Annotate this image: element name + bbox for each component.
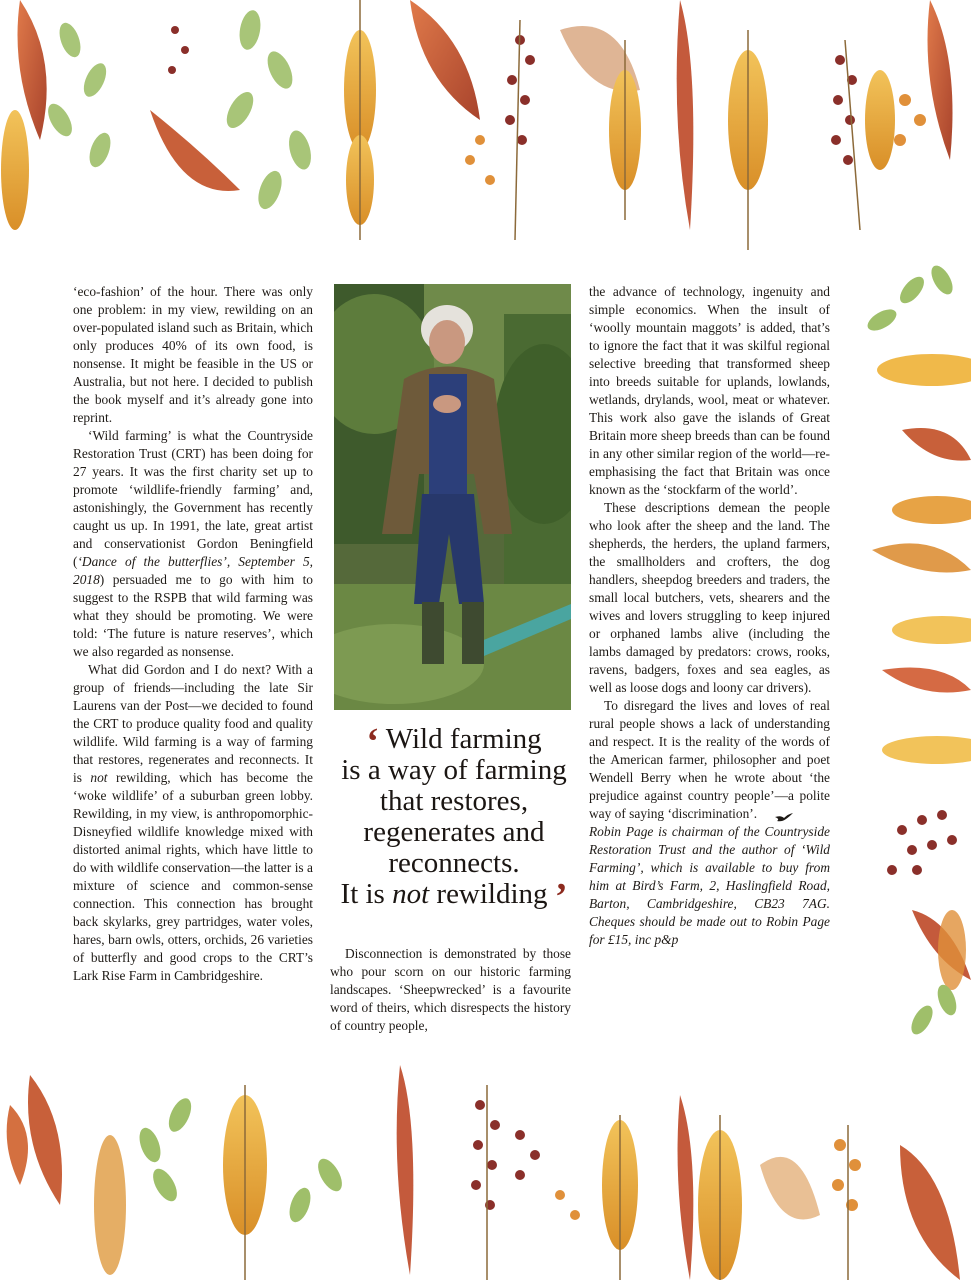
article-column-3 bbox=[589, 283, 830, 949]
paragraph: To disregard the lives and loves of real rural people shows a lack of understanding and respect. It is the reality of the words of the American farmer, philosopher and poet Wendell Berry when he wrote about ‘the prejudice against country people’—a polite way of saying ‘discrimination’. bbox=[589, 698, 830, 821]
close-quote-mark: ’ bbox=[554, 876, 568, 918]
photo-farmer-in-field bbox=[334, 284, 571, 710]
botanical-border-right bbox=[842, 260, 971, 1050]
article-reference: ‘Dance of the butterflies’, September 5, 2018 bbox=[73, 554, 313, 587]
swallow-icon bbox=[760, 810, 778, 820]
author-byline: Robin Page is chairman of the Countryside Restoration Trust and the author of ‘Wild Farming’, which is available to buy from him at Bird’s Farm, 2, Haslingfield Road, Barton, Cambridgeshire, CB23 7AG. Cheques should be made out to Robin Page for £15, inc p&p bbox=[589, 824, 830, 947]
paragraph: ‘eco-fashion’ of the hour. There was only one problem: in my view, rewilding on an over-populated island such as Britain, which only produces 40% of its own food, is nonsense. It might be feasible in the US or Australia, but not here. I decided to publish the book myself and it’s already gone into reprint. bbox=[73, 284, 313, 425]
paragraph: Disconnection is demonstrated by those who pour scorn on our historic farming landscapes. ‘Sheepwrecked’ is a favourite word of theirs, which disrespects the history of country people, bbox=[330, 946, 571, 1033]
open-quote-mark: ‘ bbox=[366, 721, 380, 763]
article-column-2 bbox=[330, 945, 571, 1035]
botanical-border-bottom bbox=[0, 1045, 971, 1280]
paragraph: ‘Wild farming’ is what the Countryside Restoration Trust (CRT) has been doing for 27 years. It was the first charity set up to promote ‘wildlife-friendly farming’ and, astonishingly, the Government has recently caught us up. In 1991, the late, great artist and conservationist Gordon Beningfield (‘Dance of the butterflies’, September 5, 2018) persuaded me to go with him to suggest to the RSPB that wild farming was what they should be promoting. We were told: ‘The future is nature reserves’, which we also regarded as nonsense. bbox=[73, 428, 313, 659]
pull-quote: ‘ Wild farming is a way of farming that restores, regenerates and reconnects. It is not rewilding ’ bbox=[340, 721, 568, 918]
paragraph: the advance of technology, ingenuity and simple economics. When the insult of ‘woolly mountain maggots’ is added, that’s to ignore the fact that it was skilful regional selective breeding that transformed sheep into breeds suitable for uplands, lowlands, wetlands, drylands, wool, meat or whatever. This work also gave the islands of Great Britain more sheep breeds than can be found in any other similar region of the world—re-emphasising the fact that Britain was once known as the ‘stockfarm of the world’. bbox=[589, 284, 830, 497]
paragraph: These descriptions demean the people who look after the sheep and the land. The shepherds, the herders, the upland farmers, the smallholders and crofters, the dog handlers, sheepdog breeders and traders, the small local butchers, vets, shearers and the wives and lovers struggling to keep injured or orphaned lambs alive (including the lambs damaged by predators: crows, rooks, ravens, badgers, foxes and sea eagles, as well as loose dogs and loony car drivers). bbox=[589, 500, 830, 695]
paragraph: What did Gordon and I do next? With a group of friends—including the late Sir Laurens van der Post—we decided to found the CRT to produce quality food and quality wildlife. Wild farming is a way of farming that restores, regenerates and reconnects. It is not rewilding, which has become the ‘woke wildlife’ of a suburban green lobby. Rewilding, in my view, is anthropomorphic-Disneyfied wildlife knowledge mixed with distorted animal rights, which have little to do with wildlife conservation—the latter is a mixture of science and common-sense connection. This connection has brought back skylarks, grey partridges, water voles, hares, barn owls, otters, orchids, 26 varieties of butterfly and good crops to the CRT’s Lark Rise Farm in Cambridgeshire. bbox=[73, 662, 313, 983]
article-column-1 bbox=[73, 283, 313, 985]
botanical-border-top bbox=[0, 0, 971, 265]
